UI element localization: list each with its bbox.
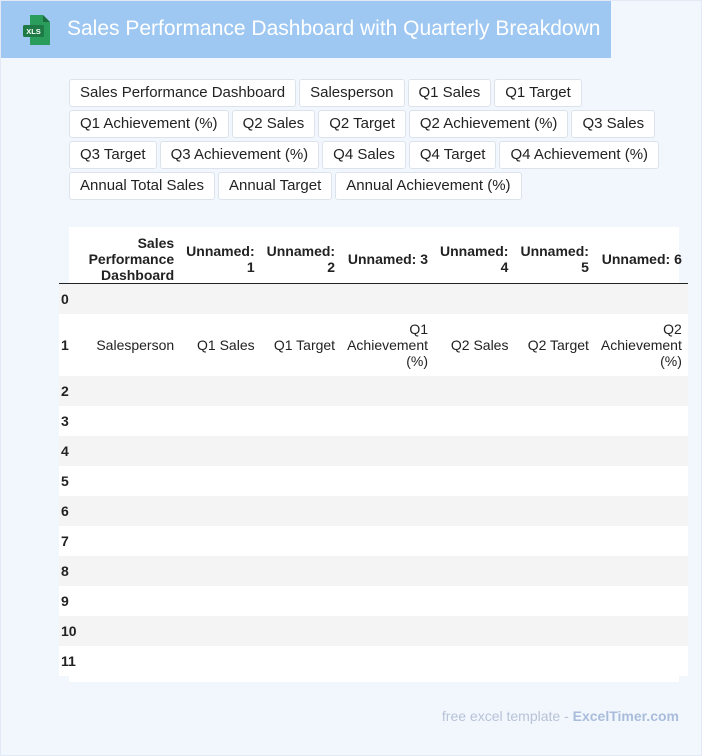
header-bar xyxy=(1,1,611,58)
column-chip[interactable]: Q2 Target xyxy=(318,110,406,138)
table-row xyxy=(59,314,688,376)
table-cell xyxy=(180,616,260,646)
table-cell xyxy=(595,284,688,315)
table-cell xyxy=(261,406,341,436)
table-cell xyxy=(341,616,434,646)
table-cell xyxy=(341,556,434,586)
row-index: 4 xyxy=(59,436,83,466)
table-cell xyxy=(261,646,341,676)
table-cell xyxy=(514,284,594,315)
column-chip[interactable]: Annual Achievement (%) xyxy=(335,172,521,200)
table-header-cell: Unnamed: 5 xyxy=(514,227,594,284)
table-cell xyxy=(83,646,181,676)
table-row xyxy=(59,616,688,646)
footer-brand-link[interactable]: ExcelTimer.com xyxy=(572,708,679,724)
row-index: 9 xyxy=(59,586,83,616)
row-index: 11 xyxy=(59,646,83,676)
table-cell xyxy=(261,526,341,556)
table-cell xyxy=(83,436,181,466)
table-header-cell: Unnamed: 1 xyxy=(180,227,260,284)
table-cell: Q1 Sales xyxy=(180,314,260,376)
table-cell xyxy=(83,556,181,586)
table-cell: Q2 Sales xyxy=(434,314,514,376)
table-header-cell: Sales Performance Dashboard xyxy=(83,227,181,284)
table-cell xyxy=(434,406,514,436)
table-cell xyxy=(261,616,341,646)
column-chip[interactable]: Q1 Achievement (%) xyxy=(69,110,229,138)
table-cell xyxy=(434,586,514,616)
table-row xyxy=(59,284,688,315)
table-cell xyxy=(595,376,688,406)
table-cell xyxy=(595,646,688,676)
row-index: 7 xyxy=(59,526,83,556)
table-cell xyxy=(514,406,594,436)
table-cell xyxy=(434,376,514,406)
data-table xyxy=(59,227,688,676)
table-cell xyxy=(180,466,260,496)
column-chip[interactable]: Annual Total Sales xyxy=(69,172,215,200)
table-row xyxy=(59,436,688,466)
column-chip[interactable]: Annual Target xyxy=(218,172,332,200)
table-cell xyxy=(261,496,341,526)
table-cell xyxy=(83,406,181,436)
table-row xyxy=(59,586,688,616)
row-index: 8 xyxy=(59,556,83,586)
table-cell xyxy=(514,526,594,556)
table-cell xyxy=(595,616,688,646)
table-cell xyxy=(261,556,341,586)
table-header-cell: Unnamed: 3 xyxy=(341,227,434,284)
table-header-row xyxy=(59,227,688,284)
table-cell xyxy=(514,376,594,406)
column-chip[interactable]: Q2 Achievement (%) xyxy=(409,110,569,138)
footer-credit xyxy=(442,708,679,724)
table-cell xyxy=(514,496,594,526)
table-cell xyxy=(341,496,434,526)
column-chip-list xyxy=(69,79,669,200)
column-chip[interactable]: Q4 Target xyxy=(409,141,497,169)
table-cell xyxy=(180,556,260,586)
column-chip[interactable]: Q3 Achievement (%) xyxy=(160,141,320,169)
table-cell xyxy=(434,616,514,646)
table-cell xyxy=(180,526,260,556)
table-cell xyxy=(83,466,181,496)
table-header-cell: Unnamed: 2 xyxy=(261,227,341,284)
table-cell: Q1 Achievement (%) xyxy=(341,314,434,376)
table-cell xyxy=(514,646,594,676)
table-cell xyxy=(595,496,688,526)
table-cell xyxy=(261,586,341,616)
table-row xyxy=(59,496,688,526)
table-cell xyxy=(180,284,260,315)
table-cell xyxy=(434,496,514,526)
table-cell xyxy=(595,586,688,616)
table-cell xyxy=(180,586,260,616)
table-cell xyxy=(180,436,260,466)
table-cell xyxy=(434,646,514,676)
table-cell: Q2 Target xyxy=(514,314,594,376)
row-index: 0 xyxy=(59,284,83,315)
row-index: 2 xyxy=(59,376,83,406)
column-chip[interactable]: Q4 Sales xyxy=(322,141,406,169)
table-cell: Salesperson xyxy=(83,314,181,376)
table-cell xyxy=(595,526,688,556)
table-cell xyxy=(341,436,434,466)
table-header-cell: Unnamed: 6 xyxy=(595,227,688,284)
table-row xyxy=(59,406,688,436)
row-index: 1 xyxy=(59,314,83,376)
table-cell xyxy=(514,586,594,616)
table-cell xyxy=(83,616,181,646)
row-index: 6 xyxy=(59,496,83,526)
table-cell xyxy=(595,436,688,466)
table-cell xyxy=(341,466,434,496)
data-table-container[interactable] xyxy=(61,227,682,682)
column-chip[interactable]: Q3 Target xyxy=(69,141,157,169)
table-cell xyxy=(180,496,260,526)
table-cell xyxy=(434,526,514,556)
table-cell xyxy=(83,496,181,526)
table-header-cell xyxy=(59,227,83,284)
table-cell xyxy=(514,556,594,586)
column-chip[interactable]: Salesperson xyxy=(299,79,404,107)
table-cell xyxy=(514,616,594,646)
table-cell xyxy=(595,406,688,436)
table-cell xyxy=(261,466,341,496)
table-cell xyxy=(83,586,181,616)
table-row xyxy=(59,556,688,586)
column-chip[interactable]: Q2 Sales xyxy=(232,110,316,138)
table-cell xyxy=(83,284,181,315)
table-cell xyxy=(434,284,514,315)
table-cell xyxy=(434,466,514,496)
column-chip[interactable]: Q1 Sales xyxy=(408,79,492,107)
table-cell xyxy=(180,646,260,676)
table-row xyxy=(59,646,688,676)
table-cell xyxy=(595,466,688,496)
table-cell xyxy=(341,526,434,556)
table-cell xyxy=(434,556,514,586)
footer-prefix: free excel template - xyxy=(441,708,569,724)
row-index: 10 xyxy=(59,616,83,646)
page-title: Sales Performance Dashboard with Quarterly Breakdown xyxy=(67,17,601,40)
row-index: 3 xyxy=(59,406,83,436)
table-cell xyxy=(341,646,434,676)
row-index: 5 xyxy=(59,466,83,496)
table-cell xyxy=(595,556,688,586)
table-cell xyxy=(341,376,434,406)
excel-file-icon xyxy=(21,14,53,46)
column-chip[interactable]: Sales Performance Dashboard xyxy=(69,79,296,107)
table-row xyxy=(59,376,688,406)
table-cell xyxy=(261,436,341,466)
excel-icon-label: XLS xyxy=(26,27,41,37)
column-chip[interactable]: Q3 Sales xyxy=(571,110,655,138)
table-cell xyxy=(83,376,181,406)
table-header-cell: Unnamed: 4 xyxy=(434,227,514,284)
table-row xyxy=(59,526,688,556)
table-cell xyxy=(434,436,514,466)
table-cell xyxy=(341,586,434,616)
table-row xyxy=(59,466,688,496)
table-cell xyxy=(261,376,341,406)
column-chip[interactable]: Q4 Achievement (%) xyxy=(499,141,659,169)
table-cell xyxy=(180,376,260,406)
table-cell xyxy=(341,406,434,436)
table-cell xyxy=(514,436,594,466)
table-cell xyxy=(261,284,341,315)
table-cell xyxy=(83,526,181,556)
table-cell xyxy=(180,406,260,436)
table-cell: Q2 Achievement (%) xyxy=(595,314,688,376)
table-cell: Q1 Target xyxy=(261,314,341,376)
table-cell xyxy=(514,466,594,496)
table-cell xyxy=(341,284,434,315)
column-chip[interactable]: Q1 Target xyxy=(494,79,582,107)
